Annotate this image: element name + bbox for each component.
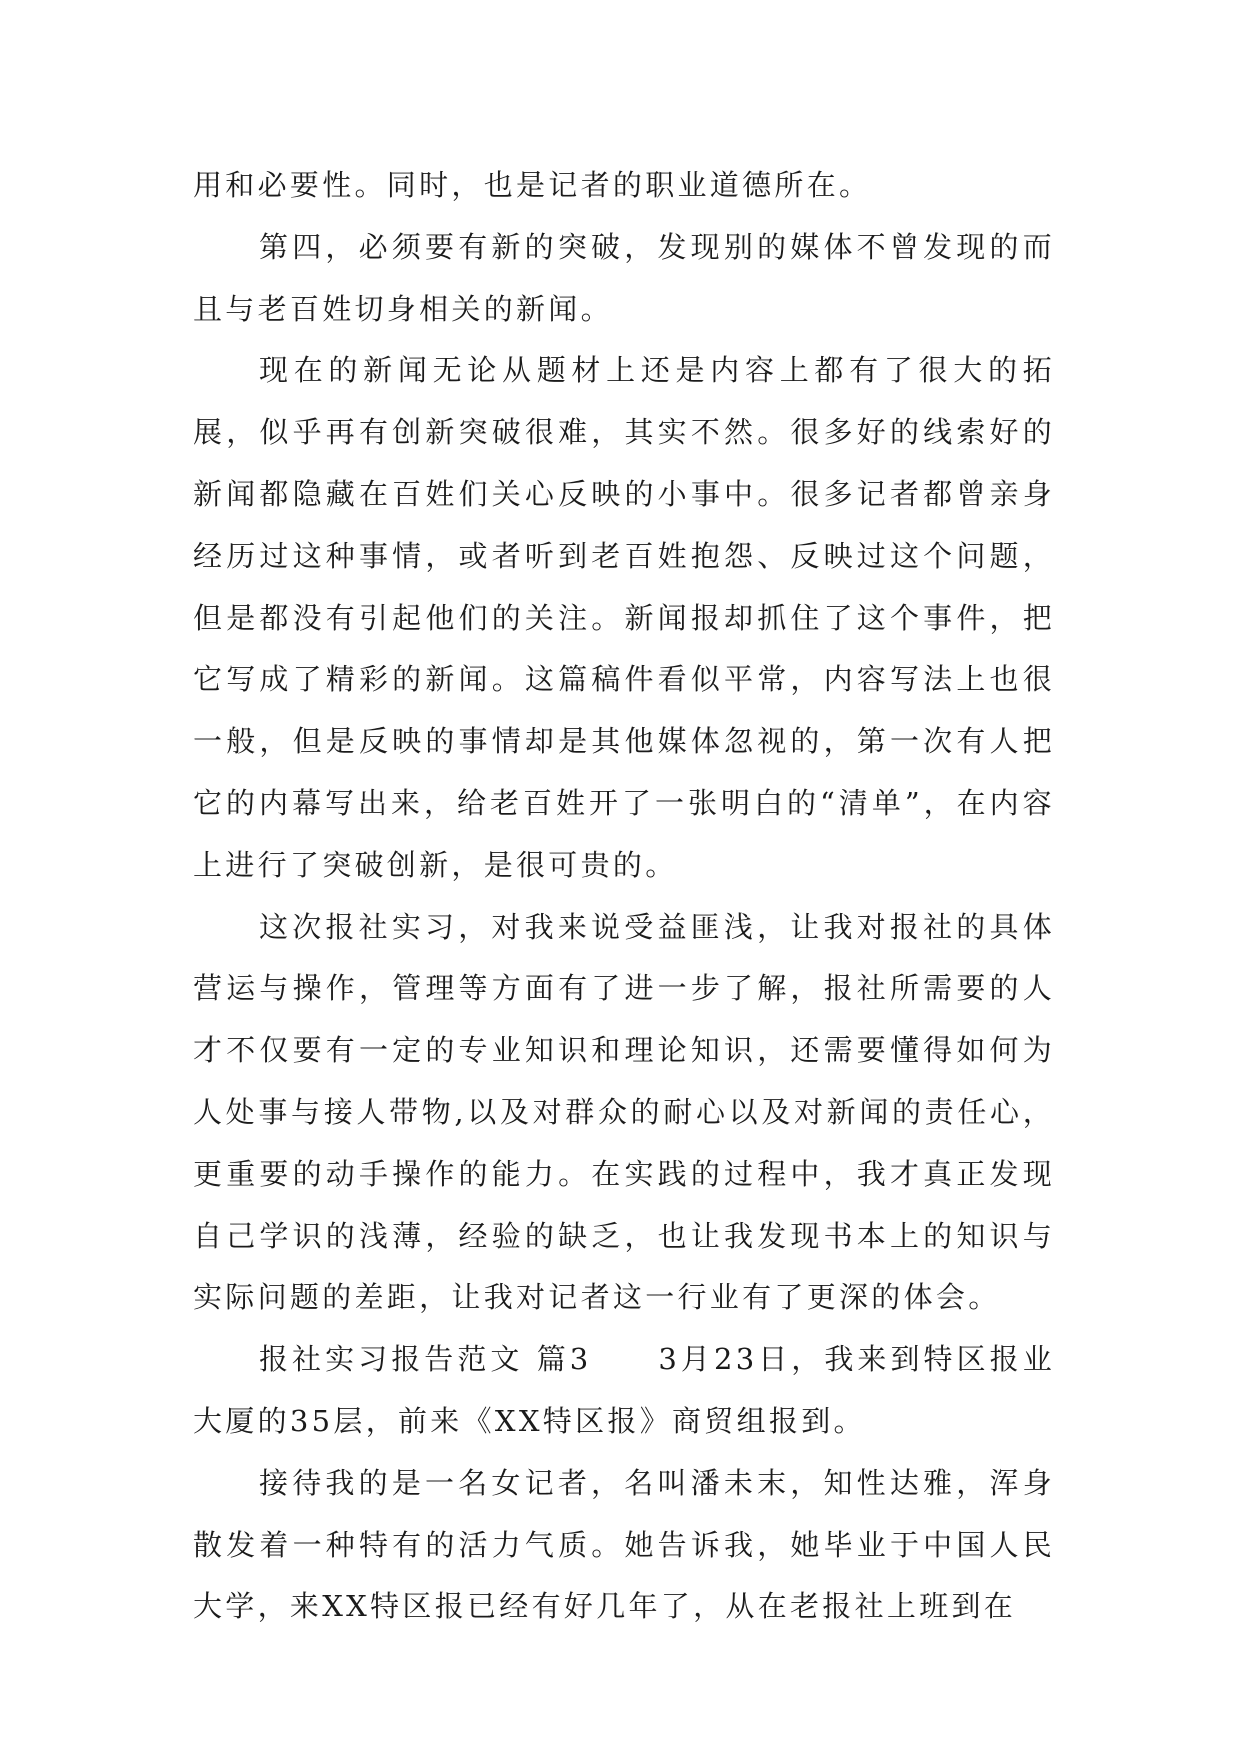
paragraph-4: 这次报社实习，对我来说受益匪浅，让我对报社的具体营运与操作，管理等方面有了进一步了解，报社所需要的人才不仅要有一定的专业知识和理论知识，还需要懂得如何为人处事与接人带物,以及对群众的耐心以及对新闻的责任心，更重要的动手操作的能力。在实践的过程中，我才真正发现自己学识的浅薄，经验的缺乏，也让我发现书本上的知识与实际问题的差距，让我对记者这一行业有了更深的体会。 xyxy=(193,909,1055,1315)
paragraph-3: 现在的新闻无论从题材上还是内容上都有了很大的拓展，似乎再有创新突破很难，其实不然。很多好的线索好的新闻都隐藏在百姓们关心反映的小事中。很多记者都曾亲身经历过这种事情，或者听到老百姓抱怨、反映过这个问题，但是都没有引起他们的关注。新闻报却抓住了这个事件，把它写成了精彩的新闻。这篇稿件看似平常，内容写法上也很一般，但是反映的事情却是其他媒体忽视的，第一次有人把它的内幕写出来，给老百姓开了一张明白的“清单”，在内容上进行了突破创新，是很可贵的。 xyxy=(193,353,1055,882)
paragraph-6: 接待我的是一名女记者，名叫潘未末，知性达雅，浑身散发着一种特有的活力气质。她告诉我，她毕业于中国人民大学，来XX特区报已经有好几年了，从在老报社上班到在 xyxy=(193,1465,1055,1624)
document-body xyxy=(193,155,1055,1638)
paragraph-5: 报社实习报告范文 篇3 3月23日，我来到特区报业大厦的35层，前来《XX特区报》商贸组报到。 xyxy=(193,1342,1055,1438)
paragraph-2: 第四，必须要有新的突破，发现别的媒体不曾发现的而且与老百姓切身相关的新闻。 xyxy=(193,229,1055,326)
paragraph-1: 用和必要性。同时，也是记者的职业道德所在。 xyxy=(193,168,872,202)
